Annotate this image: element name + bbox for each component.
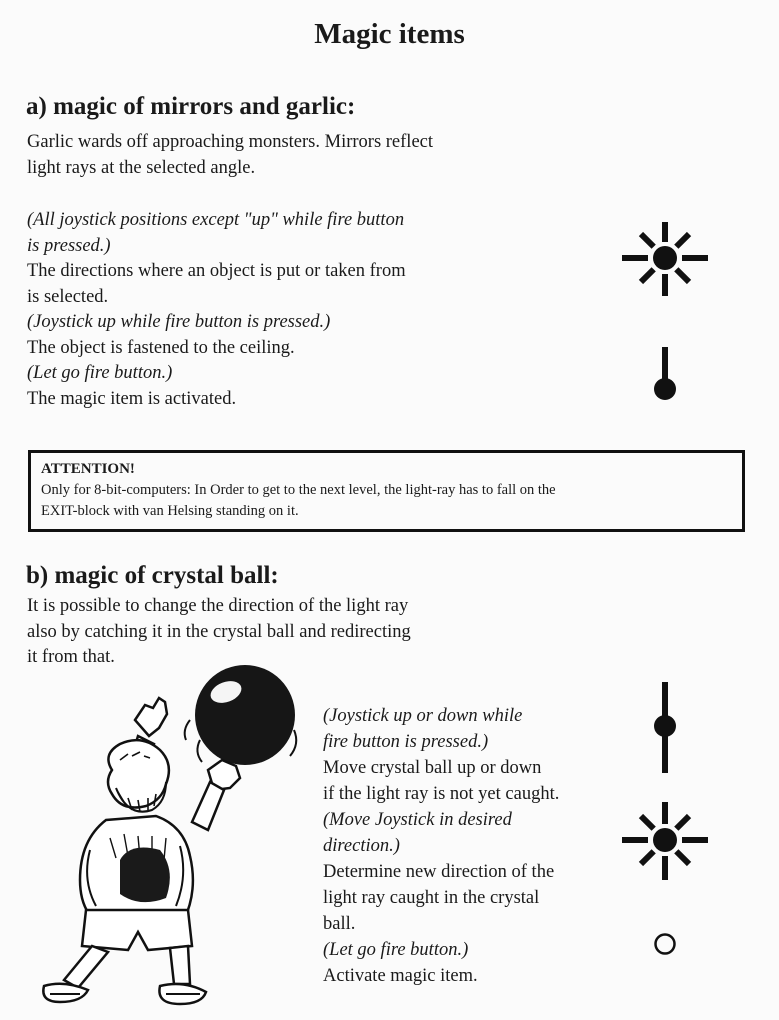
instruction-line: if the light ray is not yet caught.: [323, 784, 560, 804]
instruction-line: is selected.: [27, 286, 109, 307]
instruction-line: (Let go fire button.): [27, 363, 173, 383]
joystick-up-icon: [650, 345, 680, 405]
attention-line: EXIT-block with van Helsing standing on it.: [41, 503, 299, 519]
instruction-line: light ray caught in the crystal: [323, 888, 540, 908]
instruction-line: fire button is pressed.): [323, 732, 489, 752]
instruction-line: (Joystick up while fire button is pressed.): [27, 312, 331, 332]
intro-line: Garlic wards off approaching monsters. Mirrors reflect: [27, 132, 434, 152]
section-a-heading: a) magic of mirrors and garlic:: [26, 93, 356, 120]
instruction-line: (All joystick positions except "up" while fire button: [27, 210, 405, 230]
attention-line: Only for 8-bit-computers: In Order to get to the next level, the light-ray has to fall on the: [41, 482, 556, 498]
joystick-up-down-icon: [650, 680, 680, 775]
instruction-line: Activate magic item.: [323, 966, 478, 986]
instruction-line: Determine new direction of the: [323, 862, 555, 882]
attention-box: [28, 450, 745, 532]
instruction-line: (Joystick up or down while: [323, 706, 523, 726]
instruction-line: ball.: [323, 914, 356, 934]
intro-line: light rays at the selected angle.: [27, 157, 256, 178]
intro-line: also by catching it in the crystal ball and redirecting: [27, 621, 411, 642]
instruction-line: direction.): [323, 836, 400, 856]
joystick-all-directions-icon: [620, 800, 710, 882]
joystick-release-icon: [652, 931, 678, 957]
section-b-heading: b) magic of crystal ball:: [26, 562, 279, 589]
crystal-ball-icon: [185, 665, 297, 765]
intro-line: It is possible to change the direction of the light ray: [27, 596, 409, 616]
instruction-line: The magic item is activated.: [27, 388, 237, 409]
instruction-line: The object is fastened to the ceiling.: [27, 337, 295, 358]
section-a-instructions: [27, 208, 406, 412]
page-title: Magic items: [314, 18, 465, 50]
van-helsing-illustration: [20, 660, 320, 1010]
instruction-line: Move crystal ball up or down: [323, 758, 542, 778]
joystick-all-directions-icon: [620, 220, 710, 300]
attention-title: ATTENTION!: [41, 461, 135, 477]
section-b-instructions: [323, 703, 559, 989]
instruction-line: (Move Joystick in desired: [323, 810, 512, 830]
section-a-intro: [27, 130, 433, 181]
instruction-line: The directions where an object is put or taken from: [27, 261, 406, 281]
instruction-line: is pressed.): [27, 235, 111, 256]
instruction-line: (Let go fire button.): [323, 940, 469, 960]
intro-line: it from that.: [27, 647, 115, 667]
